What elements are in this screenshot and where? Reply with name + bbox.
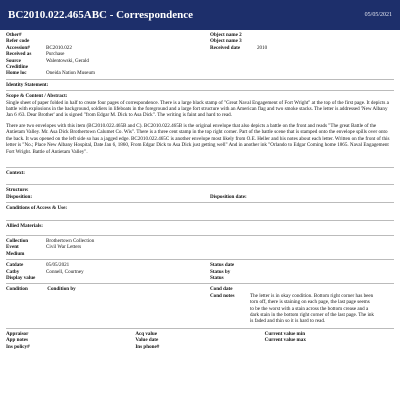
disposition-date-label: Disposition date: <box>210 193 247 200</box>
field-value: 05/05/2021 <box>46 262 70 269</box>
field-value <box>46 275 190 281</box>
field-label: Creditline <box>6 64 28 71</box>
cond-date-label: Cond date <box>210 286 233 293</box>
field-label: Source <box>6 57 21 64</box>
field-value: Oneida Nation Museum <box>46 70 95 77</box>
field-label: Received date <box>210 44 241 51</box>
field-label: Status <box>210 274 224 281</box>
field-label: Current value min <box>264 330 306 337</box>
catalog-left <box>6 262 190 281</box>
field-value: Connell, Courtney <box>46 268 84 275</box>
condition-by-label: Condition by <box>47 286 76 293</box>
field-label: Accession# <box>6 44 30 51</box>
field-value <box>46 251 394 257</box>
field-label: Current value max <box>264 337 306 344</box>
structure-label: Structure: <box>6 184 394 193</box>
field-row <box>210 275 394 281</box>
field-label: Acq value <box>135 330 157 337</box>
field-label: Ins phone# <box>135 343 160 350</box>
field-label: Status date <box>210 262 235 269</box>
top-right-fields <box>190 32 394 77</box>
top-fields <box>6 32 394 77</box>
condition-label: Condition <box>6 286 28 293</box>
field-value: Brothertown Collection <box>46 237 95 244</box>
field-label: Received as <box>6 51 32 58</box>
field-label: Ins policy# <box>6 343 30 350</box>
field-label: Value date <box>135 337 159 344</box>
cond-notes-label: Cond notes <box>210 292 235 299</box>
identity-statement-label: Identity Statement: <box>6 79 394 88</box>
field-label: Object name 2 <box>210 32 242 38</box>
field-label: Collection <box>6 237 29 244</box>
context-label: Context: <box>6 167 394 176</box>
field-label: App notes <box>6 337 28 344</box>
field-label <box>265 344 394 350</box>
field-row <box>210 45 394 51</box>
field-label: Medium <box>6 250 25 257</box>
condition-left <box>6 286 190 324</box>
field-label: Home loc <box>6 70 27 77</box>
top-left-fields <box>6 32 190 77</box>
condition-right <box>190 286 394 324</box>
appraisal-fields <box>6 328 394 350</box>
report-date: 05/05/2021 <box>364 12 392 18</box>
field-value: BC2010.022 <box>46 44 72 51</box>
field-row <box>210 293 394 325</box>
report-body <box>0 30 400 350</box>
report-header <box>0 0 400 30</box>
field-value: Civil War Letters <box>46 244 82 251</box>
field-row <box>6 251 394 257</box>
field-row <box>6 70 190 76</box>
field-label: Display value <box>6 274 36 281</box>
scope-paragraph-2: There are two envelopes with this item (BC2010.022.465B and C). BC2010.022.465B is the original envelope that also depicts a battle on the front and reads "The great Battle of the Antietam Valley. Mr. Asa Dick Brothertown Calumet Co. Wis". There is a three cent stamp in the top right corner. Part of the battle scene that is stamped onto the envelope spills over onto the back. It was opened on the left side so has a jagged edge. BC2010.022.465C is another envelope most likely from O.E. Heller and his notes about each letter. Written on the front of this letter is "No.; Place New Albany Hospital, Date Jan 6, 1860, From Edgar Dick to Asa Dick just getting well" And in another ink "Orlando to Edgar Coming home 1865. Naval Engagement Fort Wright. Battle of Antietam Valley". <box>6 122 390 155</box>
field-label: Other# <box>6 32 22 38</box>
field-value <box>250 275 394 281</box>
scope-paragraph-1: Single sheet of paper folded in half to create four pages of correspondence. There is a large black stamp of "Great Naval Engagement of Fort Wright" at the top of the first page. It depicts a battle with explosions in the background, soldiers in lifeboats in the foreground and a large fort structure with an American flag and two smoke stacks. The letter is addressed 'New Albany Jan 6 /63. Dear Brother' and is signed "from Edgar M. Dick to Asa Dick". The writing is faint and hard to read. <box>6 99 389 119</box>
field-value: Walentowski, Gerald <box>46 57 89 64</box>
catalog-fields <box>6 259 394 281</box>
field-value: Purchase <box>46 51 65 58</box>
catalog-right <box>190 262 394 281</box>
field-value: 2010 <box>257 44 268 51</box>
field-label: Event <box>6 244 19 251</box>
condition-notes: The letter is in okay condition. Bottom right corner has been torn off, there is staining on each page, the last page seems to be the worst with a stain across the bottom crease and a dark stain in the bottom right corner of the last page. The ink is faded and thin so it is hard to read. <box>250 292 374 325</box>
appraisal-row <box>6 344 394 350</box>
allied-materials-label: Allied Materials: <box>6 220 394 229</box>
collection-fields <box>6 235 394 257</box>
report-title: BC2010.022.465ABC - Correspondence <box>8 9 193 21</box>
field-label: Catby <box>6 268 20 275</box>
scope-content-label: Scope & Content / Abstract: <box>6 90 394 99</box>
field-row <box>6 275 190 281</box>
field-label: Catdate <box>6 262 24 269</box>
conditions-access-label: Conditions of Access & Use: <box>6 202 394 211</box>
disposition-row <box>6 194 394 200</box>
condition-fields <box>6 283 394 324</box>
field-label: Object name 3 <box>210 38 242 45</box>
field-label: Appraisor <box>6 330 29 337</box>
field-label: Status by <box>210 268 231 275</box>
field-label: Refer code <box>6 38 30 45</box>
disposition-label: Disposition: <box>6 193 33 200</box>
